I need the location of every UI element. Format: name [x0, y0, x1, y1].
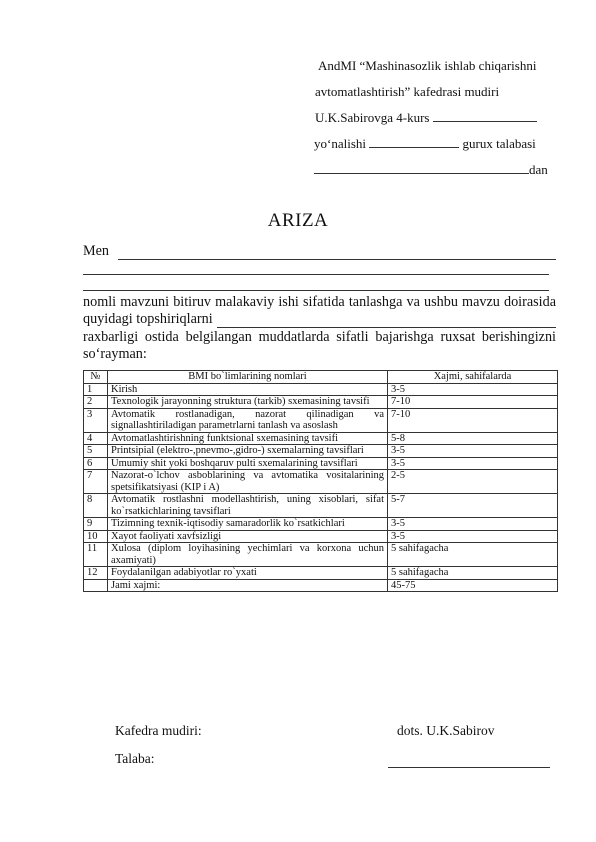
body-paragraph-1: nomli mavzuni bitiruv malakaviy ishi sifatida tanlashga va ushbu mavzu doirasida [83, 294, 556, 310]
table-row [84, 567, 558, 580]
row-size: 2-5 [388, 470, 558, 494]
table-row [84, 432, 558, 445]
row-size: 45-75 [388, 579, 558, 592]
row-section-name: Avtomatik rostlanadigan, nazorat qilinadigan va signallashtiriladigan parametrlarni tanlash va asoslash [108, 408, 388, 432]
row-section-name: Xulosa (diplom loyihasining yechimlari va korxona uchun axamiyati) [108, 543, 388, 567]
topic-blank-1 [118, 259, 556, 260]
header-line-4 [314, 136, 536, 152]
table-row [84, 518, 558, 531]
student-signature-blank [388, 767, 550, 768]
men-label: Men [83, 243, 110, 259]
row-section-name: Tizimning texnik-iqtisodiy samaradorlik ko`rsatkichlari [108, 518, 388, 531]
row-size: 5 sahifagacha [388, 567, 558, 580]
row-number: 12 [84, 567, 108, 580]
row-number: 6 [84, 457, 108, 470]
table-row [84, 543, 558, 567]
row-number: 2 [84, 396, 108, 409]
row-size: 7-10 [388, 408, 558, 432]
table-row [84, 396, 558, 409]
document-title: ARIZA [267, 210, 329, 231]
direction-blank [369, 147, 459, 148]
row-number: 9 [84, 518, 108, 531]
row-number: 4 [84, 432, 108, 445]
body-paragraph-3: raxbarligi ostida belgilangan muddatlarda sifatli bajarishga ruxsat berishingizni [83, 329, 556, 345]
direction-label: yo‘nalishi [314, 136, 366, 151]
supervisor-blank [217, 327, 556, 328]
row-number [84, 579, 108, 592]
topic-blank-2 [83, 274, 549, 275]
men-line [83, 243, 109, 260]
table-body [84, 383, 558, 592]
tasks-label: quyidagi topshiriqlarni [83, 311, 213, 327]
group-label: gurux talabasi [462, 136, 536, 151]
row-number: 10 [84, 530, 108, 543]
row-section-name: Avtomatlashtirishning funktsional sxemasining tavsifi [108, 432, 388, 445]
col-header-section: BMI bo`limlarining nomlari [108, 371, 388, 384]
row-section-name: Avtomatik rostlashni modellashtirish, uning xisoblari, sifat ko`rsatkichlarining tavsiflari [108, 494, 388, 518]
row-section-name: Texnologik jarayonning struktura (tarkib) sxemasining tavsifi [108, 396, 388, 409]
col-header-number: № [84, 371, 108, 384]
table-row [84, 457, 558, 470]
header-line-5 [314, 162, 548, 178]
body-paragraph-4: so‘rayman: [83, 346, 147, 362]
header-line-3 [315, 110, 537, 126]
table-header-row [84, 371, 558, 384]
row-size: 3-5 [388, 457, 558, 470]
row-size: 5-7 [388, 494, 558, 518]
table-row [84, 408, 558, 432]
row-section-name: Foydalanilgan adabiyotlar ro`yxati [108, 567, 388, 580]
row-number: 8 [84, 494, 108, 518]
col-header-size: Xajmi, sahifalarda [388, 371, 558, 384]
row-number: 5 [84, 445, 108, 458]
row-size: 3-5 [388, 518, 558, 531]
sender-name-blank [314, 173, 529, 174]
row-number: 3 [84, 408, 108, 432]
row-section-name: Umumiy shit yoki boshqaruv pulti sxemalarining tavsiflari [108, 457, 388, 470]
course-blank [433, 121, 537, 122]
table-row [84, 383, 558, 396]
row-size: 3-5 [388, 383, 558, 396]
head-label: Kafedra mudiri: [115, 723, 202, 738]
row-section-name: Jami xajmi: [108, 579, 388, 592]
topic-blank-3 [83, 290, 549, 291]
table-row [84, 494, 558, 518]
header-line-2: avtomatlashtirish” kafedrasi mudiri [315, 84, 500, 99]
student-label: Talaba: [115, 751, 155, 766]
row-section-name: Xayot faoliyati xavfsizligi [108, 530, 388, 543]
from-label: dan [529, 162, 548, 177]
head-name: dots. U.K.Sabirov [397, 723, 495, 738]
row-section-name: Printsipial (elektro-,pnevmo-,gidro-) sxemalarning tavsiflari [108, 445, 388, 458]
row-size: 3-5 [388, 445, 558, 458]
row-number: 11 [84, 543, 108, 567]
row-size: 3-5 [388, 530, 558, 543]
row-size: 5 sahifagacha [388, 543, 558, 567]
row-size: 5-8 [388, 432, 558, 445]
header-line-1: AndMI “Mashinasozlik ishlab chiqarishni [318, 58, 537, 73]
row-section-name: Nazorat-o`lchov asboblarining va avtomatika vositalarining spetsifikatsiyasi (KIP i A) [108, 470, 388, 494]
body-paragraph-2 [83, 311, 213, 328]
table-row [84, 445, 558, 458]
sections-table [83, 370, 558, 592]
header-recipient: U.K.Sabirovga 4-kurs [315, 110, 430, 125]
table-row [84, 530, 558, 543]
table-row [84, 579, 558, 592]
row-size: 7-10 [388, 396, 558, 409]
row-number: 1 [84, 383, 108, 396]
row-section-name: Kirish [108, 383, 388, 396]
table-row [84, 470, 558, 494]
row-number: 7 [84, 470, 108, 494]
